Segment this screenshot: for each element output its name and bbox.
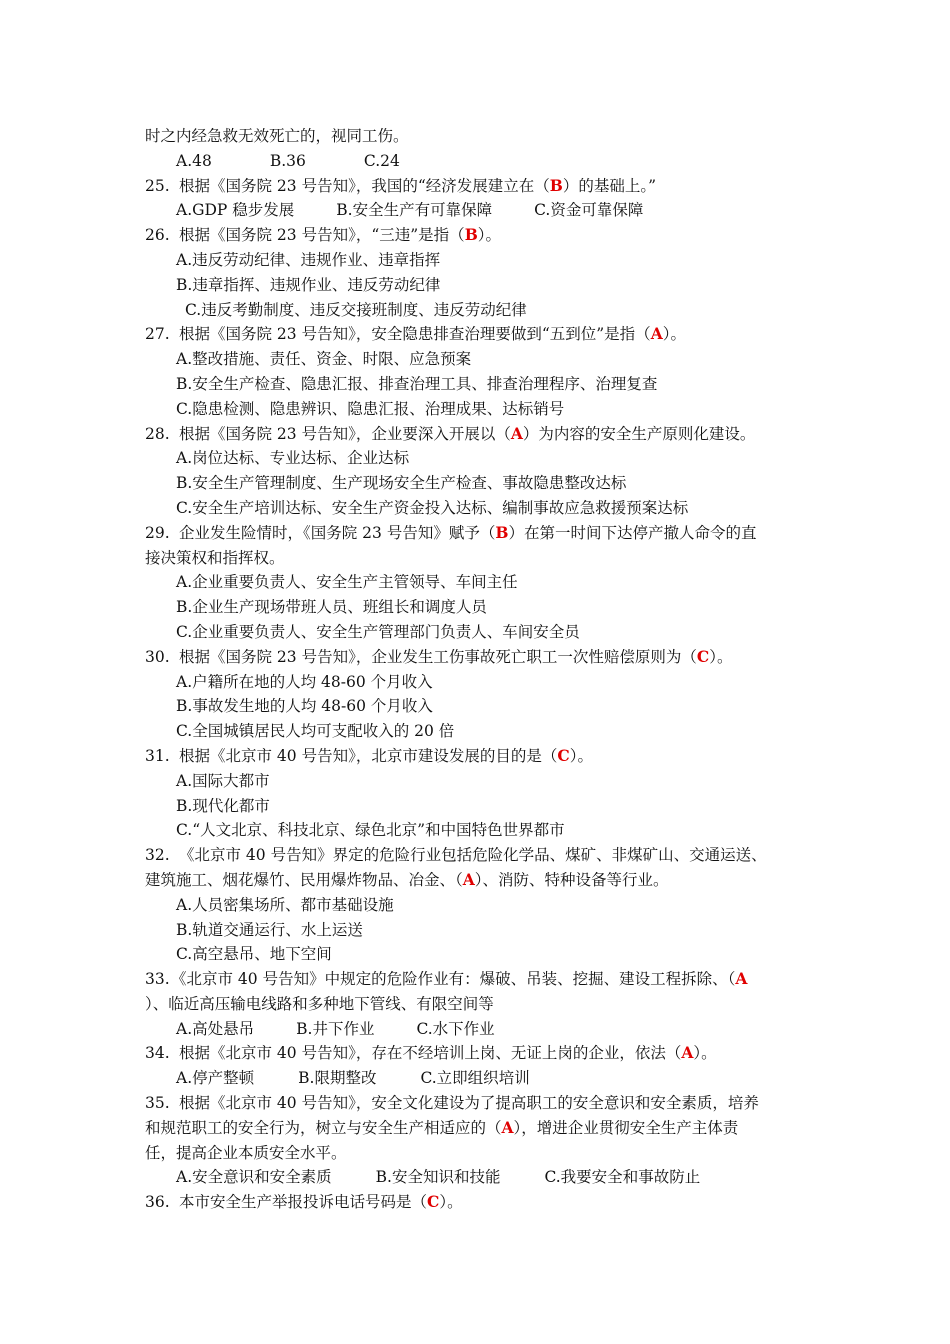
option-text: A.违反劳动纪律、违规作业、违章指挥 <box>176 250 441 269</box>
option-line <box>145 769 810 794</box>
answer-letter: B <box>464 225 478 245</box>
option-line <box>145 918 810 943</box>
option-b: B.安全生产有可靠保障 <box>336 201 493 220</box>
question-text-end: ）。 <box>693 1044 717 1063</box>
line-text: ）、临近高压输电线路和多种地下管线、有限空间等 <box>145 994 494 1013</box>
question-number: 30. <box>145 647 170 666</box>
option-text: B.安全生产检查、隐患汇报、排查治理工具、排查治理程序、治理复查 <box>176 374 658 393</box>
answer-letter: A <box>462 869 475 889</box>
question-number: 25. <box>145 176 170 195</box>
question-text: 根据《北京市 40 号告知》，安全文化建设为了提高职工的安全意识和安全素质，培养 <box>179 1094 759 1113</box>
question-text: 根据《国务院 23 号告知》，企业发生工伤事故死亡职工一次性赔偿原则为（ <box>179 647 697 666</box>
question-text: 建筑施工、烟花爆竹、民用爆炸物品、冶金、（ <box>145 870 463 889</box>
option-line <box>145 694 810 719</box>
option-line <box>145 570 810 595</box>
question-number: 31. <box>145 746 170 765</box>
question-text-end: ）。 <box>709 647 733 666</box>
question-line <box>145 744 810 769</box>
question-list <box>145 124 810 1215</box>
option-c: C.我要安全和事故防止 <box>544 1168 701 1187</box>
question-text-end: ）。 <box>477 226 502 245</box>
answer-letter: A <box>735 969 748 989</box>
question-number: 33. <box>145 970 170 989</box>
answer-letter: B <box>549 175 563 195</box>
question-text-end: ），增进企业贯彻安全生产主体责 <box>513 1118 739 1137</box>
text-line <box>145 1116 810 1141</box>
question-number: 35. <box>145 1094 170 1113</box>
option-text: C.隐患检测、隐患辨识、隐患汇报、治理成果、达标销号 <box>176 399 565 418</box>
question-text-end: ）在第一时间下达停产撤人命令的直 <box>508 523 757 542</box>
option-line <box>145 893 810 918</box>
question-line <box>145 843 810 868</box>
options-row <box>145 1066 810 1091</box>
question-text: 根据《国务院 23 号告知》，“三违”是指（ <box>179 226 465 245</box>
question-text: 根据《国务院 23 号告知》，我国的“经济发展建立在（ <box>179 176 550 195</box>
option-line <box>145 372 810 397</box>
option-c: C.24 <box>363 151 400 170</box>
option-text: C.企业重要负责人、安全生产管理部门负责人、车间安全员 <box>176 622 580 641</box>
option-text: A.企业重要负责人、安全生产主管领导、车间主任 <box>176 573 518 592</box>
question-line <box>145 967 810 992</box>
question-text: 根据《北京市 40 号告知》，北京市建设发展的目的是（ <box>179 746 558 765</box>
option-a: A.停产整顿 <box>176 1069 255 1088</box>
question-number: 34. <box>145 1044 170 1063</box>
question-line <box>145 223 810 248</box>
question-line <box>145 1041 810 1066</box>
option-b: B.36 <box>269 151 306 170</box>
question-line <box>145 422 810 447</box>
option-text: B.违章指挥、违规作业、违反劳动纪律 <box>176 275 441 294</box>
option-text: B.现代化都市 <box>176 796 270 815</box>
question-number: 36. <box>145 1193 170 1212</box>
option-text: B.轨道交通运行、水上运送 <box>176 920 363 939</box>
question-number: 27. <box>145 325 170 344</box>
option-line <box>145 942 810 967</box>
option-line <box>145 620 810 645</box>
option-line <box>145 818 810 843</box>
question-number: 32. <box>145 846 170 865</box>
question-number: 26. <box>145 226 170 245</box>
question-text-end: ）、消防、特种设备等行业。 <box>474 870 669 889</box>
option-line <box>145 670 810 695</box>
question-line <box>145 521 810 546</box>
question-text: 根据《国务院 23 号告知》，安全隐患排查治理要做到“五到位”是指（ <box>179 325 651 344</box>
question-text: 根据《国务院 23 号告知》，企业要深入开展以（ <box>179 424 511 443</box>
line-text: 时之内经急救无效死亡的，视同工伤。 <box>145 127 409 145</box>
question-text: 企业发生险情时，《国务院 23 号告知》赋予（ <box>179 523 496 542</box>
answer-letter: C <box>427 1192 440 1212</box>
options-row <box>145 149 810 174</box>
question-text-end: ）。 <box>662 325 686 344</box>
option-text: B.事故发生地的人均 48-60 个月收入 <box>176 697 433 716</box>
option-text: C.高空悬吊、地下空间 <box>176 945 332 964</box>
line-text: 任，提高企业本质安全水平。 <box>145 1143 347 1162</box>
option-text: C.全国城镇居民人均可支配收入的 20 倍 <box>176 722 455 741</box>
question-text: 《北京市 40 号告知》中规定的危险作业有：爆破、吊装、挖掘、建设工程拆除、（ <box>171 970 736 989</box>
option-line <box>145 248 810 273</box>
question-line <box>145 1190 810 1215</box>
option-a: A.高处悬吊 <box>176 1019 255 1038</box>
option-a: A.GDP 稳步发展 <box>176 201 295 220</box>
question-text-end: ）的基础上。” <box>562 176 657 195</box>
question-text-end: ）。 <box>569 746 593 765</box>
option-line <box>145 298 810 323</box>
option-b: B.限期整改 <box>298 1069 377 1088</box>
question-text-end: ）为内容的安全生产原则化建设。 <box>522 424 756 443</box>
option-text: A.户籍所在地的人均 48-60 个月收入 <box>176 672 433 691</box>
text-line <box>145 992 810 1017</box>
question-line <box>145 174 810 199</box>
answer-letter: A <box>681 1043 694 1063</box>
question-text-end: ）。 <box>439 1193 463 1212</box>
text-line <box>145 124 810 149</box>
options-row <box>145 1017 810 1042</box>
answer-letter: A <box>650 324 663 344</box>
option-line <box>145 595 810 620</box>
option-text: A.人员密集场所、都市基础设施 <box>176 895 394 914</box>
question-line <box>145 1091 810 1116</box>
option-text: B.安全生产管理制度、生产现场安全生产检查、事故隐患整改达标 <box>176 474 627 493</box>
option-line <box>145 273 810 298</box>
text-line <box>145 1141 810 1166</box>
question-text: 和规范职工的安全行为，树立与安全生产相适应的（ <box>145 1118 502 1137</box>
question-text: 本市安全生产举报投诉电话号码是（ <box>179 1193 428 1212</box>
question-text: 根据《北京市 40 号告知》，存在不经培训上岗、无证上岗的企业，依法（ <box>179 1044 682 1063</box>
text-line <box>145 868 810 893</box>
answer-letter: A <box>510 423 523 443</box>
option-line <box>145 496 810 521</box>
option-text: B.企业生产现场带班人员、班组长和调度人员 <box>176 598 487 617</box>
option-a: A.48 <box>176 151 212 170</box>
option-text: C.“人文北京、科技北京、绿色北京”和中国特色世界都市 <box>176 821 565 840</box>
question-number: 28. <box>145 424 170 443</box>
answer-letter: A <box>501 1117 514 1137</box>
text-line <box>145 546 810 571</box>
question-text: 《北京市 40 号告知》界定的危险行业包括危险化学品、煤矿、非煤矿山、交通运送、 <box>179 846 767 865</box>
option-c: C.资金可靠保障 <box>534 201 644 220</box>
option-line <box>145 347 810 372</box>
option-a: A.安全意识和安全素质 <box>176 1168 332 1187</box>
option-text: A.国际大都市 <box>176 771 270 790</box>
option-b: B.安全知识和技能 <box>375 1168 501 1187</box>
options-row <box>145 1165 810 1190</box>
option-text: A.岗位达标、专业达标、企业达标 <box>176 449 410 468</box>
option-line <box>145 471 810 496</box>
line-text: 接决策权和指挥权。 <box>145 548 285 567</box>
answer-letter: B <box>495 522 509 542</box>
option-text: A.整改措施、责任、资金、时限、应急预案 <box>176 350 472 369</box>
option-b: B.井下作业 <box>296 1019 375 1038</box>
option-line <box>145 397 810 422</box>
question-number: 29. <box>145 523 170 542</box>
answer-letter: C <box>696 646 710 666</box>
option-line <box>145 446 810 471</box>
option-line <box>145 719 810 744</box>
question-line <box>145 322 810 347</box>
option-line <box>145 794 810 819</box>
option-c: C.立即组织培训 <box>420 1069 530 1088</box>
option-text: C.安全生产培训达标、安全生产资金投入达标、编制事故应急救援预案达标 <box>176 498 689 517</box>
answer-letter: C <box>557 745 570 765</box>
question-line <box>145 645 810 670</box>
option-c: C.水下作业 <box>416 1019 495 1038</box>
option-text: C.违反考勤制度、违反交接班制度、违反劳动纪律 <box>185 300 527 319</box>
options-row <box>145 198 810 223</box>
